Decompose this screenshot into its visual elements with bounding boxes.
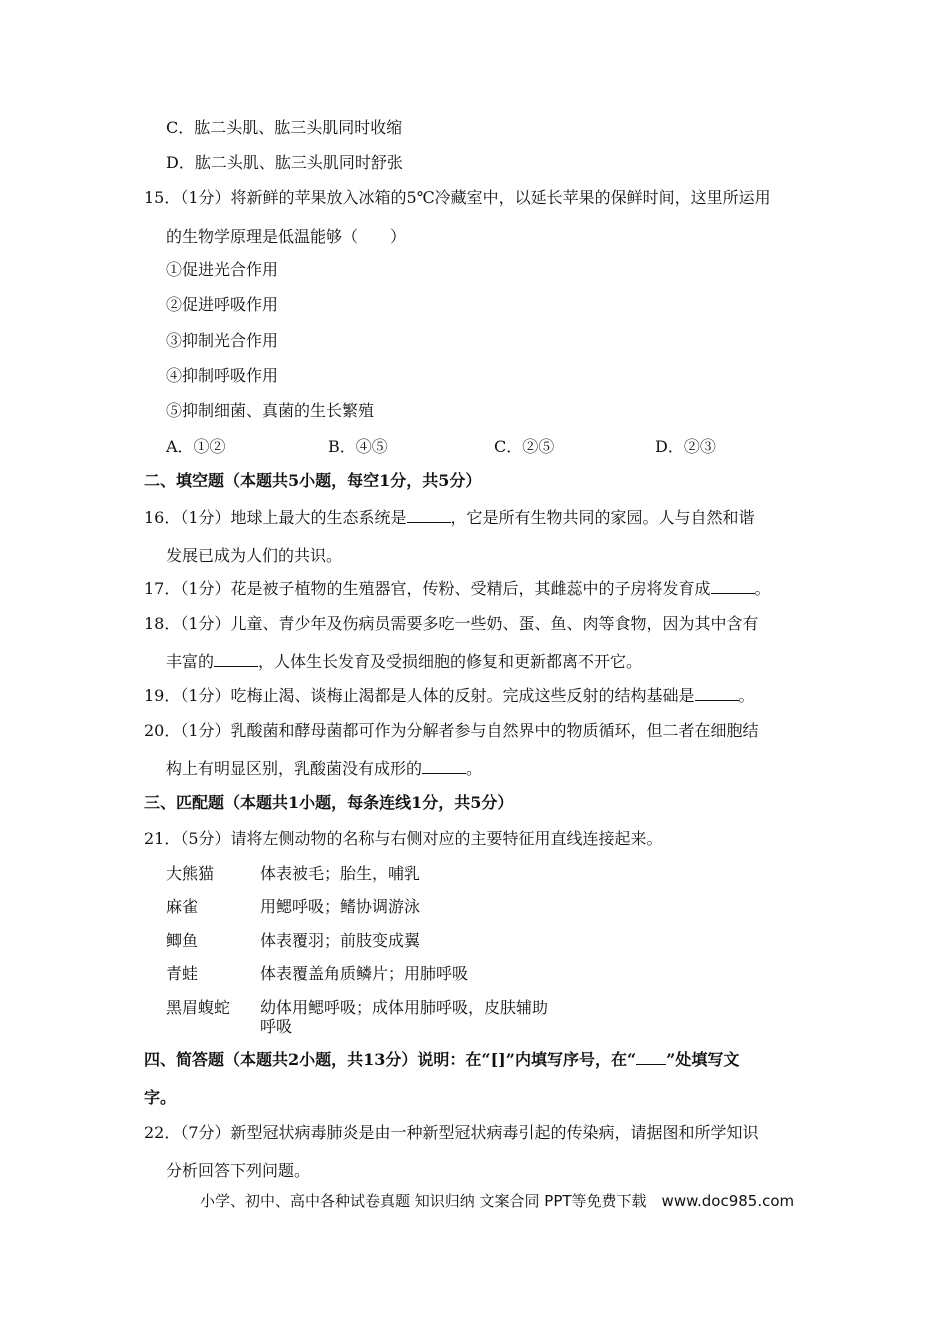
section4-heading <box>144 1050 739 1070</box>
q15-item-5: ⑤抑制细菌、真菌的生长繁殖 <box>166 401 375 420</box>
q22-line1: 22．（7分）新型冠状病毒肺炎是由一种新型冠状病毒引起的传染病，请据图和所学知识 <box>144 1123 759 1142</box>
q21-animal-2: 麻雀 <box>166 897 199 916</box>
q21-feature-2: 用鳃呼吸；鳍协调游泳 <box>260 897 421 916</box>
q15-choice-a: A．①② <box>166 437 226 456</box>
q18-blank <box>214 652 258 667</box>
section4-blank <box>636 1050 666 1065</box>
q21-feature-1: 体表被毛；胎生，哺乳 <box>260 864 421 883</box>
q15-choice-d: D．②③ <box>655 437 716 456</box>
q21-stem: 21．（5分）请将左侧动物的名称与右侧对应的主要特征用直线连接起来。 <box>144 829 663 848</box>
q21-feature-3: 体表覆羽；前肢变成翼 <box>260 931 421 950</box>
q21-feature-5: 幼体用鳃呼吸；成体用肺呼吸，皮肤辅助 <box>260 998 549 1017</box>
section4-heading-line2: 字。 <box>144 1088 177 1107</box>
q20-line2 <box>166 759 482 779</box>
q15-item-4: ④抑制呼吸作用 <box>166 366 279 385</box>
q18-text-b: ，人体生长发育及受损细胞的修复和更新都离不开它。 <box>258 652 643 671</box>
section2-heading: 二、填空题（本题共5小题，每空1分，共5分） <box>144 471 482 490</box>
q22-line2: 分析回答下列问题。 <box>166 1161 311 1180</box>
q15-item-3: ③抑制光合作用 <box>166 331 279 350</box>
q15-item-1: ①促进光合作用 <box>166 260 279 279</box>
q17-blank <box>711 579 755 594</box>
q16-blank <box>407 508 451 523</box>
q21-animal-3: 鲫鱼 <box>166 931 199 950</box>
q21-feature-5-cont: 呼吸 <box>260 1017 293 1036</box>
q14-option-d: D．肱二头肌、肱三头肌同时舒张 <box>166 153 403 172</box>
q19-blank <box>695 686 739 701</box>
q16-line2: 发展已成为人们的共识。 <box>166 546 343 565</box>
q21-animal-1: 大熊猫 <box>166 864 215 883</box>
q15-stem-line2: 的生物学原理是低温能够（ ） <box>166 227 407 246</box>
q18-line2 <box>166 652 642 672</box>
q17-text-b: 。 <box>754 579 771 598</box>
q15-choice-b: B．④⑤ <box>328 437 388 456</box>
page-footer: 小学、初中、高中各种试卷真题 知识归纳 文案合同 PPT等免费下载 www.doc985.com <box>200 1192 795 1210</box>
q17-text-a: 17．（1分）花是被子植物的生殖器官，传粉、受精后，其雌蕊中的子房将发育成 <box>144 579 711 598</box>
q17-line <box>144 579 771 599</box>
q18-text-a: 丰富的 <box>166 652 215 671</box>
section3-heading: 三、匹配题（本题共1小题，每条连线1分，共5分） <box>144 793 514 812</box>
q21-animal-5: 黑眉蝮蛇 <box>166 998 231 1017</box>
q15-item-2: ②促进呼吸作用 <box>166 295 279 314</box>
q19-text-a: 19．（1分）吃梅止渴、谈梅止渴都是人体的反射。完成这些反射的结构基础是 <box>144 686 695 705</box>
q14-option-c: C．肱二头肌、肱三头肌同时收缩 <box>166 118 403 137</box>
q19-line <box>144 686 755 706</box>
q20-blank <box>422 759 466 774</box>
q21-animal-4: 青蛙 <box>166 964 199 983</box>
q18-line1: 18．（1分）儿童、青少年及伤病员需要多吃一些奶、蛋、鱼、肉等食物，因为其中含有 <box>144 614 759 633</box>
q20-text-b: 。 <box>466 759 483 778</box>
q20-line1: 20．（1分）乳酸菌和酵母菌都可作为分解者参与自然界中的物质循环，但二者在细胞结 <box>144 721 759 740</box>
q15-choice-c: C．②⑤ <box>494 437 555 456</box>
q16-text-b: ，它是所有生物共同的家园。人与自然和谐 <box>450 508 755 527</box>
section4-heading-a: 四、简答题（本题共2小题，共13分）说明：在“[]”内填写序号，在“ <box>144 1050 637 1069</box>
section4-heading-b: ”处填写文 <box>666 1050 740 1069</box>
q16-text-a: 16．（1分）地球上最大的生态系统是 <box>144 508 407 527</box>
q19-text-b: 。 <box>738 686 755 705</box>
q20-text-a: 构上有明显区别，乳酸菌没有成形的 <box>166 759 423 778</box>
q15-stem-line1: 15．（1分）将新鲜的苹果放入冰箱的5℃冷藏室中，以延长苹果的保鲜时间，这里所运用 <box>144 188 771 207</box>
q21-feature-4: 体表覆盖角质鳞片；用肺呼吸 <box>260 964 469 983</box>
q16-line1 <box>144 508 755 528</box>
